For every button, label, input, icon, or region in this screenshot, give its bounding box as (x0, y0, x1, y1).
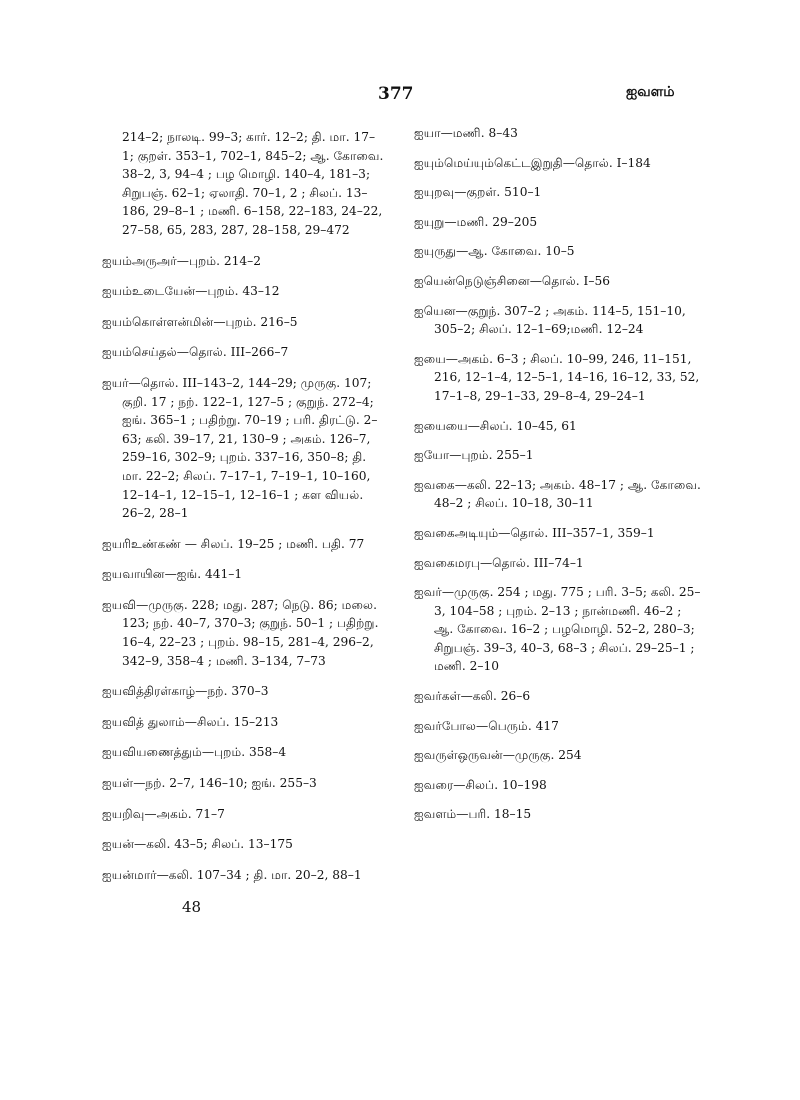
index-entry: ஐயை—அகம். 6–3 ; சிலப். 10–99, 246, 11–151, 216, 12–1–4, 12–5–1, 14–16, 16–12, 33, 52, 17–1–8, 29–1–33, 29–8–4, 29–24–1 (414, 351, 700, 403)
index-entry: 214–2; நாலடி. 99–3; கார். 12–2; தி. மா. 17–1; குறள். 353–1, 702–1, 845–2; ஆ. கோவை. 38–2, 3, 94–4 ; பழ மொழி. 140–4, 181–3; சிறுபஞ். 62–1; ஏலாதி. 70–1, 2 ; சிலப். 13–186, 29–8–1 ; மணி. 6–158, 22–183, 24–22, 27–58, 65, 283, 287, 28–158, 29–472 (122, 130, 384, 237)
index-entry: ஐயர்—தொல். III–143–2, 144–29; முருகு. 107; குறி. 17 ; நற். 122–1, 127–5 ; குறுந். 272–4; ஐங். 365–1 ; பதிற்று. 70–19 ; பரி. திரட்டு. 2–63; கலி. 39–17, 21, 130–9 ; அகம். 126–7, 259–16, 302–9; புறம். 337–16, 350–8; தி. மா. 22–2; சிலப். 7–17–1, 7–19–1, 10–160, 12–14–1, 12–15–1, 12–16–1 ; கள வியல். 26–2, 28–1 (102, 375, 378, 521)
index-entry: ஐயவியணைத்தும்—புறம். 358–4 (102, 745, 287, 760)
index-entry: ஐயுறவு—குறள். 510–1 (414, 185, 542, 200)
index-entry: ஐயம்கொள்ளன்மின்—புறம். 216–5 (102, 314, 298, 329)
index-entry: ஐயவித் துலாம்—சிலப். 15–213 (102, 714, 279, 729)
index-entry: ஐயம்செய்தல்—தொல். III–266–7 (102, 345, 289, 360)
index-entry: ஐயவாயின—ஐங். 441–1 (102, 567, 243, 582)
index-entry: ஐவருள்ஒருவன்—முருகு. 254 (414, 748, 582, 763)
index-entry: ஐயவித்திரள்காழ்—நற். 370–3 (102, 684, 269, 699)
signature-mark: 48 (182, 898, 202, 916)
index-entry: ஐயையை—சிலப். 10–45, 61 (414, 418, 577, 433)
index-entry: ஐயுறு—மணி. 29–205 (414, 214, 538, 229)
index-entry: ஐயுருது—ஆ. கோவை. 10–5 (414, 244, 575, 259)
index-entry: ஐயென்நெடுஞ்சினை—தொல். I–56 (414, 273, 610, 288)
index-entry: ஐயோ—புறம். 255–1 (414, 448, 534, 463)
index-entry: ஐயம்உடையேன்—புறம். 43–12 (102, 284, 280, 299)
right-column (414, 124, 704, 835)
index-entry: ஐயும்மெய்யும்கெட்டஇறுதி—தொல். I–184 (414, 155, 651, 170)
index-entry: ஐவர்போல—பெரும். 417 (414, 718, 559, 733)
index-entry: ஐவகைஅடியும்—தொல். III–357–1, 359–1 (414, 525, 655, 540)
index-entry: ஐவரை—சிலப். 10–198 (414, 777, 547, 792)
index-entry: ஐயா—மணி. 8–43 (414, 126, 518, 140)
running-head: ஐவளம் (626, 84, 675, 100)
page-number: 377 (378, 84, 414, 104)
index-entry: ஐவர்—முருகு. 254 ; மது. 775 ; பரி. 3–5; கலி. 25–3, 104–58 ; புறம். 2–13 ; நான்மணி. 46–2 ; ஆ. கோவை. 16–2 ; பழமொழி. 52–2, 280–3; சிறுபஞ். 39–3, 40–3, 68–3 ; சிலப். 29–25–1 ; மணி. 2–10 (414, 585, 701, 674)
index-entry: ஐவர்கள்—கலி. 26–6 (414, 689, 531, 704)
index-entry: ஐயவி—முருகு. 228; மது. 287; நெடு. 86; மலை. 123; நற். 40–7, 370–3; குறுந். 50–1 ; பதிற்று. 16–4, 22–23 ; புறம். 98–15, 281–4, 296–2, 342–9, 358–4 ; மணி. 3–134, 7–73 (102, 597, 379, 668)
index-entry: ஐவளம்—பரி. 18–15 (414, 807, 532, 822)
index-entry: ஐயரிஉண்கண் — சிலப். 19–25 ; மணி. பதி. 77 (102, 536, 365, 551)
index-entry: ஐயென—குறுந். 307–2 ; அகம். 114–5, 151–10, 305–2; சிலப். 12–1–69;மணி. 12–24 (414, 303, 686, 337)
index-entry: ஐயள்—நற். 2–7, 146–10; ஐங். 255–3 (102, 776, 317, 791)
index-entry: ஐயறிவு—அகம். 71–7 (102, 806, 225, 821)
index-entry: ஐயன்மார்—கலி. 107–34 ; தி. மா. 20–2, 88–1 (102, 867, 362, 882)
index-entry: ஐவகைமரபு—தொல். III–74–1 (414, 555, 584, 570)
left-column (102, 128, 384, 896)
index-entry: ஐயம்அருஅர்—புறம். 214–2 (102, 253, 262, 268)
index-entry: ஐயன்—கலி. 43–5; சிலப். 13–175 (102, 837, 293, 852)
index-entry: ஐவகை—கலி. 22–13; அகம். 48–17 ; ஆ. கோவை. 48–2 ; சிலப். 10–18, 30–11 (414, 477, 701, 511)
